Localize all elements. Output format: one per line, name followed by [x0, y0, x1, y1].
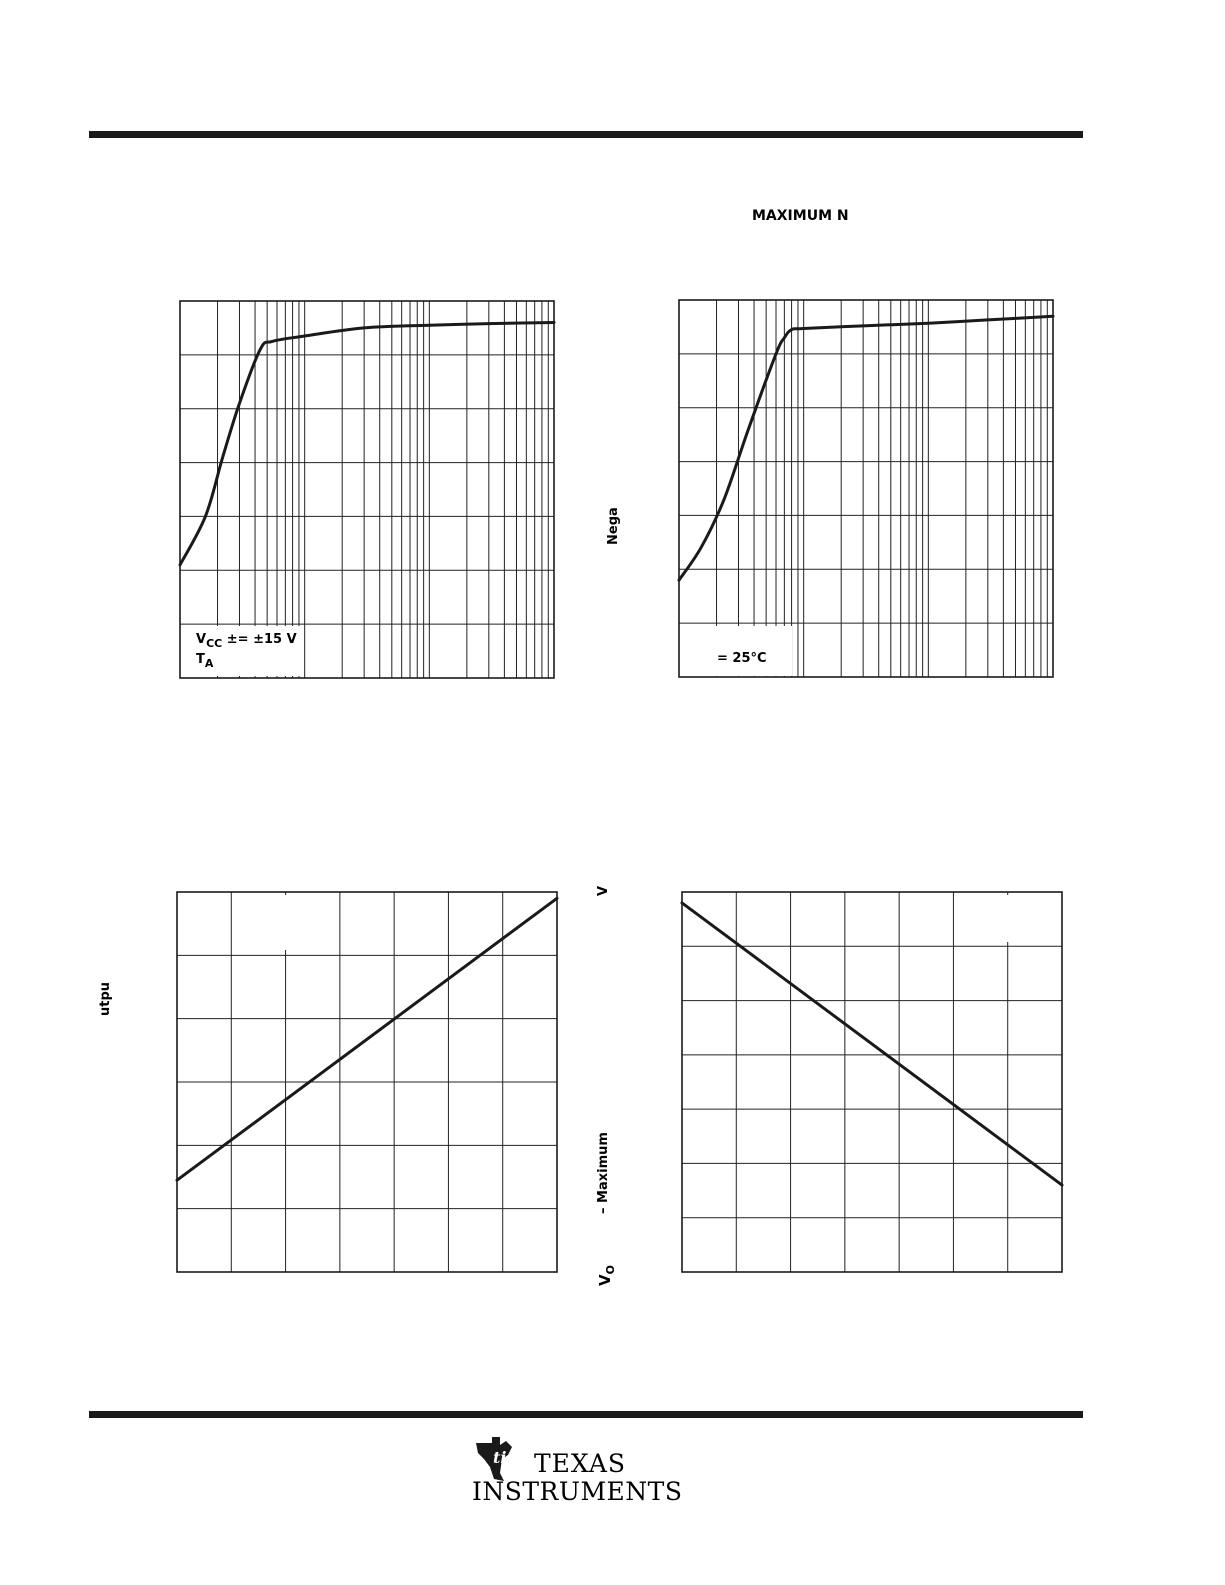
ta-sub: A [204, 657, 214, 670]
chart4-ylabel-rest: – Maximum [596, 1132, 611, 1214]
svg-text:ti: ti [493, 1448, 507, 1467]
ta-t: T [196, 652, 205, 667]
ti-state-logo-icon [472, 1433, 522, 1483]
vcc-v: V [196, 632, 207, 647]
ti-logo [472, 1433, 682, 1505]
chart4-frame [682, 892, 1062, 1272]
vo-v: V [596, 1274, 614, 1286]
chart1-ta-annotation [196, 652, 214, 670]
chart2-frame [679, 300, 1053, 677]
vcc-pm: ± [226, 632, 238, 647]
logo-line2: INSTRUMENTS [472, 1477, 683, 1506]
chart3-ylabel: utpu [98, 981, 113, 1016]
chart1-frame [180, 301, 554, 678]
chart2-ylabel: Nega [606, 507, 621, 545]
chart4-ylabel-main [596, 1265, 617, 1286]
chart4-ylabel-top: V [596, 885, 611, 896]
chart4-label-mask [956, 895, 1059, 942]
chart1-vcc-annotation [196, 632, 297, 650]
chart2-ta-annotation: = 25°C [717, 651, 767, 666]
chart2-title: MAXIMUM N [752, 208, 849, 224]
vo-sub: O [604, 1265, 617, 1275]
chart4-series-line [682, 903, 1062, 1185]
vcc-value: = ±15 V [237, 632, 297, 647]
chart1-series-line [180, 323, 554, 565]
chart2-series-line [679, 316, 1053, 580]
chart3-label-mask [232, 895, 339, 950]
vcc-sub: CC [206, 637, 223, 650]
logo-line1: TEXAS [534, 1449, 627, 1478]
